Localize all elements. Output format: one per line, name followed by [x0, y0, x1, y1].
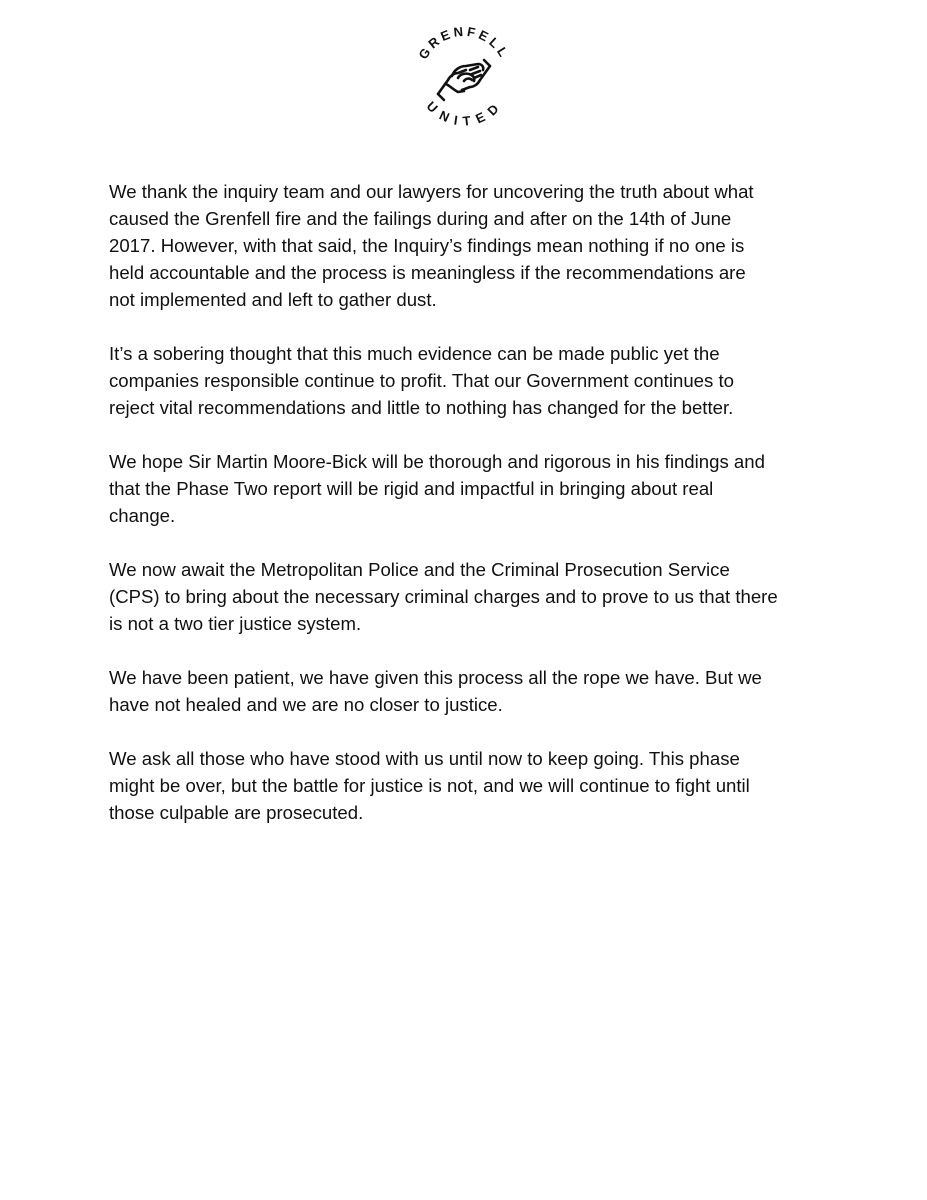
grenfell-united-logo — [408, 18, 520, 136]
statement-body — [109, 178, 821, 853]
svg-text:UNITED — [424, 98, 505, 128]
logo-top-text: GRENFELL — [415, 23, 513, 62]
logo-bottom-text: UNITED — [423, 98, 505, 129]
statement-paragraph-3: We hope Sir Martin Moore-Bick will be thorough and rigorous in his findings and that the Phase Two report will be rigid and impactful in bringing about real change. — [109, 451, 765, 526]
statement-paragraph-4: We now await the Metropolitan Police and the Criminal Prosecution Service (CPS) to bring about the necessary criminal charges and to prove to us that there is not a two tier justice system. — [109, 559, 778, 634]
statement-paragraph-6: We ask all those who have stood with us until now to keep going. This phase might be over, but the battle for justice is not, and we will continue to fight until those culpable are prosecuted. — [109, 748, 750, 823]
clasped-hands-icon — [408, 18, 520, 136]
svg-text:GRENFELL — [415, 24, 512, 62]
statement-paragraph-5: We have been patient, we have given this process all the rope we have. But we have not healed and we are no closer to justice. — [109, 667, 762, 715]
statement-paragraph-2: It’s a sobering thought that this much evidence can be made public yet the companies responsible continue to profit. That our Government continues to reject vital recommendations and little to nothing has changed for the better. — [109, 343, 734, 418]
statement-paragraph-1: We thank the inquiry team and our lawyers for uncovering the truth about what caused the Grenfell fire and the failings during and after on the 14th of June 2017. However, with that said, the Inquiry’s findings mean nothing if no one is held accountable and the process is meaningless if the recommendations are not implemented and left to gather dust. — [109, 181, 754, 310]
